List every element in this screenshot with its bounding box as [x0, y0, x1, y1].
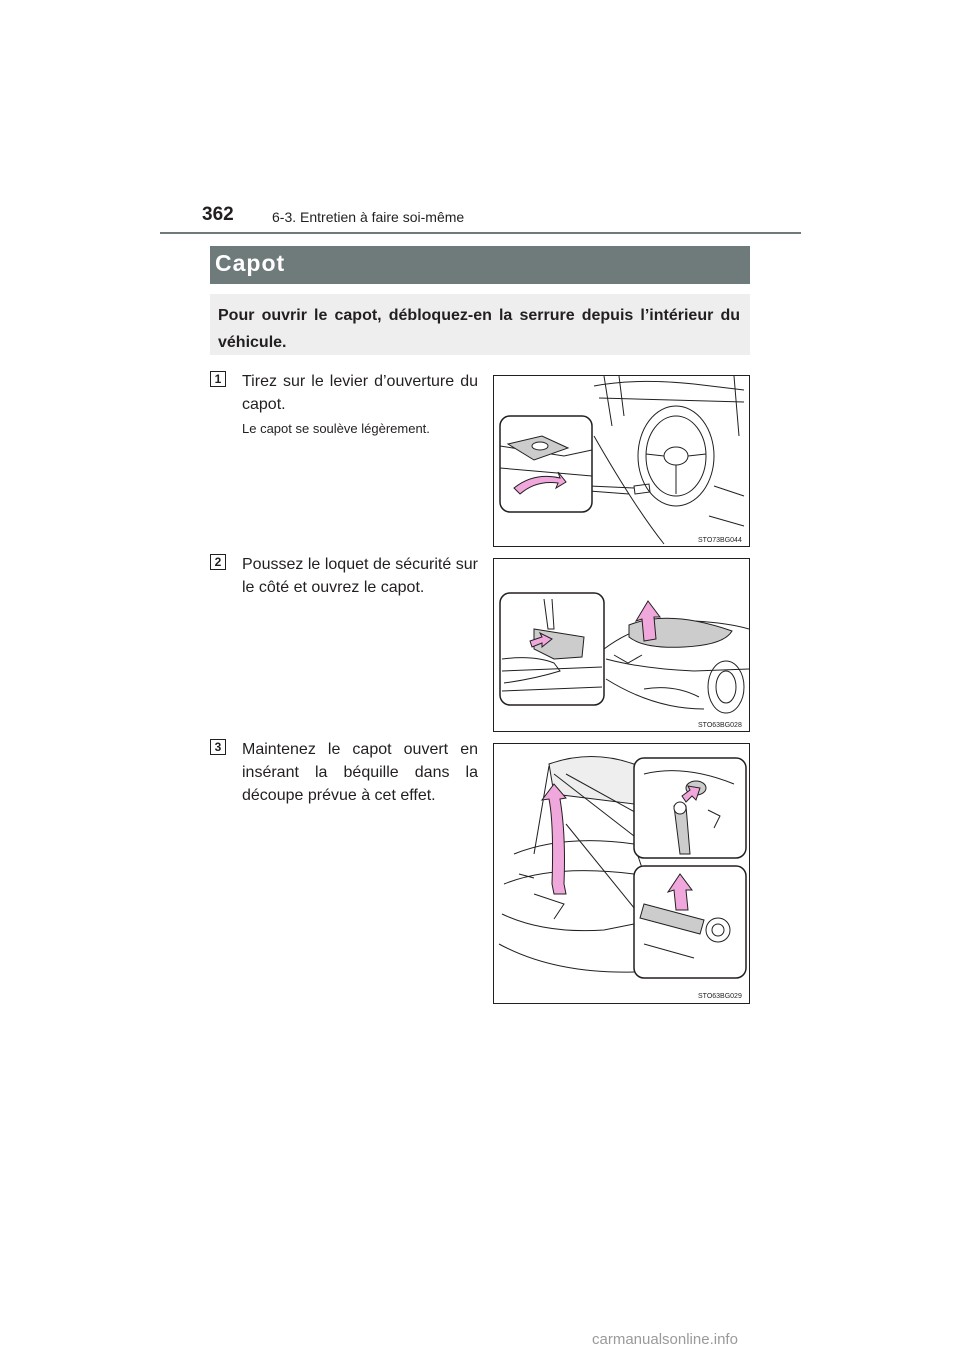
step-number-1: 1	[210, 371, 226, 387]
step-text-3: Maintenez le capot ouvert en insérant la béquille dans la découpe prévue à cet effet.	[242, 741, 478, 804]
page-number: 362	[202, 204, 234, 225]
figure-code-3: STO63BG029	[698, 993, 742, 1000]
dashboard-illustration	[494, 376, 749, 546]
step-text-2: Poussez le loquet de sécurité sur le côté et ouvrez le capot.	[242, 556, 478, 596]
figure-safety-catch	[493, 558, 750, 732]
chapter-heading: 6-3. Entretien à faire soi-même	[272, 209, 465, 225]
figure-code-2: STO63BG028	[698, 722, 742, 729]
intro-text: Pour ouvrir le capot, débloquez-en la serrure depuis l’intérieur du véhicule.	[218, 307, 740, 351]
step-number-3: 3	[210, 739, 226, 755]
header-rule	[160, 232, 801, 234]
watermark: carmanualsonline.info	[592, 1331, 738, 1348]
prop-rod-illustration	[494, 744, 749, 1003]
section-title: Capot	[215, 250, 286, 276]
step-note-1: Le capot se soulève légèrement.	[242, 421, 430, 436]
figure-hood-prop-rod	[493, 743, 750, 1004]
section-title-bar	[210, 246, 750, 284]
step-number-2: 2	[210, 554, 226, 570]
step-text-1: Tirez sur le levier d’ouverture du capot.	[242, 373, 478, 413]
hood-latch-illustration	[494, 559, 749, 731]
figure-code-1: STO73BG044	[698, 537, 742, 544]
figure-hood-release-lever	[493, 375, 750, 547]
